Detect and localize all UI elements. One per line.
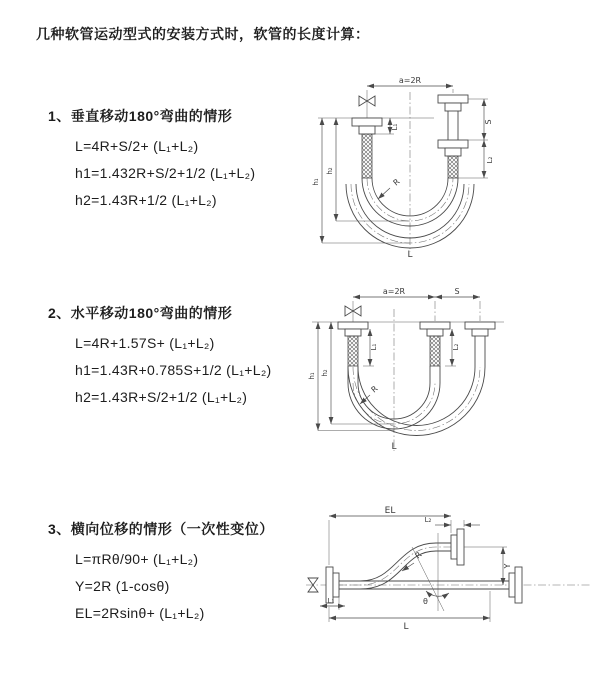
- dim-y-label: Y: [503, 563, 512, 569]
- dim-l1-label: L₁: [391, 123, 399, 131]
- section-2-heading: 2、水平移动180°弯曲的情形: [48, 305, 233, 321]
- flange-fitting: [509, 573, 515, 597]
- radius-label: R: [413, 550, 424, 561]
- dim-l2-label: L₂: [424, 516, 432, 524]
- dim-l2-label: L₂: [452, 343, 460, 351]
- flange-fitting: [451, 535, 457, 559]
- dim-a2r-label: a=2R: [382, 287, 406, 296]
- el-label: EL: [384, 506, 396, 516]
- section-1-formulas: [75, 133, 255, 214]
- braided-hose-section: [362, 134, 372, 178]
- section-lateral-displacement: [48, 519, 274, 627]
- theta-label: θ: [423, 597, 428, 606]
- section-horizontal-movement: [48, 303, 272, 411]
- flange-fitting: [420, 322, 450, 329]
- flange-fitting: [465, 322, 495, 329]
- section-vertical-movement: [48, 106, 255, 214]
- formula-line: EL=2Rsinθ+ (L₁+L₂): [75, 605, 205, 621]
- valve-icon: [359, 90, 375, 118]
- dim-s-label: S: [484, 119, 493, 125]
- flange-fitting: [438, 95, 468, 103]
- flange-fitting: [515, 567, 522, 603]
- valve-icon: [345, 301, 361, 322]
- flange-fitting: [359, 126, 375, 134]
- centerlines: [306, 547, 590, 585]
- hose-assembly: [326, 529, 522, 603]
- section-1-heading: 1、垂直移动180°弯曲的情形: [48, 108, 233, 124]
- dim-h2-label: h₂: [321, 369, 329, 377]
- braided-hose-section: [348, 336, 358, 366]
- centerlines: [318, 92, 469, 252]
- braided-hose-section: [448, 156, 458, 178]
- flange-fitting: [457, 529, 464, 565]
- dim-l2-label: L₂: [486, 156, 494, 164]
- flange-fitting: [352, 118, 382, 126]
- dimension-labels: [312, 76, 494, 260]
- diagram-vertical-180-bend: [312, 70, 562, 260]
- formula-line: L=4R+1.57S+ (L₁+L₂): [75, 335, 215, 351]
- dim-h1-label: h₁: [308, 372, 316, 380]
- formula-line: L=πRθ/90+ (L₁+L₂): [75, 551, 199, 567]
- dim-a2r-label: a=2R: [398, 76, 422, 85]
- diagram-lateral-displacement: [298, 503, 598, 655]
- radius-label: R: [369, 384, 380, 395]
- dimension-labels: [328, 506, 512, 632]
- flange-fitting: [333, 573, 339, 597]
- flange-fitting: [345, 329, 361, 336]
- formula-line: h2=1.43R+S/2+1/2 (L₁+L₂): [75, 389, 248, 405]
- angle-construction: [412, 533, 449, 611]
- formula-line: L=4R+S/2+ (L₁+L₂): [75, 138, 199, 154]
- flange-fitting: [438, 140, 468, 148]
- formula-line: h1=1.43R+0.785S+1/2 (L₁+L₂): [75, 362, 272, 378]
- length-label: L: [403, 622, 409, 632]
- formula-line: Y=2R (1-cosθ): [75, 578, 170, 594]
- formula-line: h1=1.432R+S/2+1/2 (L₁+L₂): [75, 165, 256, 181]
- formula-line: h2=1.43R+1/2 (L₁+L₂): [75, 192, 217, 208]
- dim-h1-label: h₁: [312, 178, 320, 186]
- braided-hose-section: [430, 336, 440, 366]
- flange-fitting: [427, 329, 443, 336]
- hose-assembly: [338, 322, 495, 436]
- length-label: L: [407, 250, 413, 260]
- section-3-heading: 3、横向位移的情形（一次性变位）: [48, 521, 274, 537]
- page-title: 几种软管运动型式的安装方式时，软管的长度计算：: [36, 26, 370, 42]
- dim-s-label: S: [454, 287, 460, 296]
- flange-fitting: [445, 148, 461, 156]
- flange-fitting: [338, 322, 368, 329]
- dim-l1-label: L₁: [327, 597, 335, 605]
- radius-label: R: [391, 177, 402, 188]
- length-label: L: [391, 442, 397, 452]
- diagram-horizontal-180-bend: [308, 283, 560, 463]
- flange-fitting: [445, 103, 461, 111]
- dim-h2-label: h₂: [326, 167, 334, 175]
- section-2-formulas: [75, 330, 272, 411]
- flange-fitting: [472, 329, 488, 336]
- dim-l1-label: L₁: [370, 343, 378, 351]
- section-3-formulas: [75, 546, 274, 627]
- dimension-lines: [320, 516, 507, 622]
